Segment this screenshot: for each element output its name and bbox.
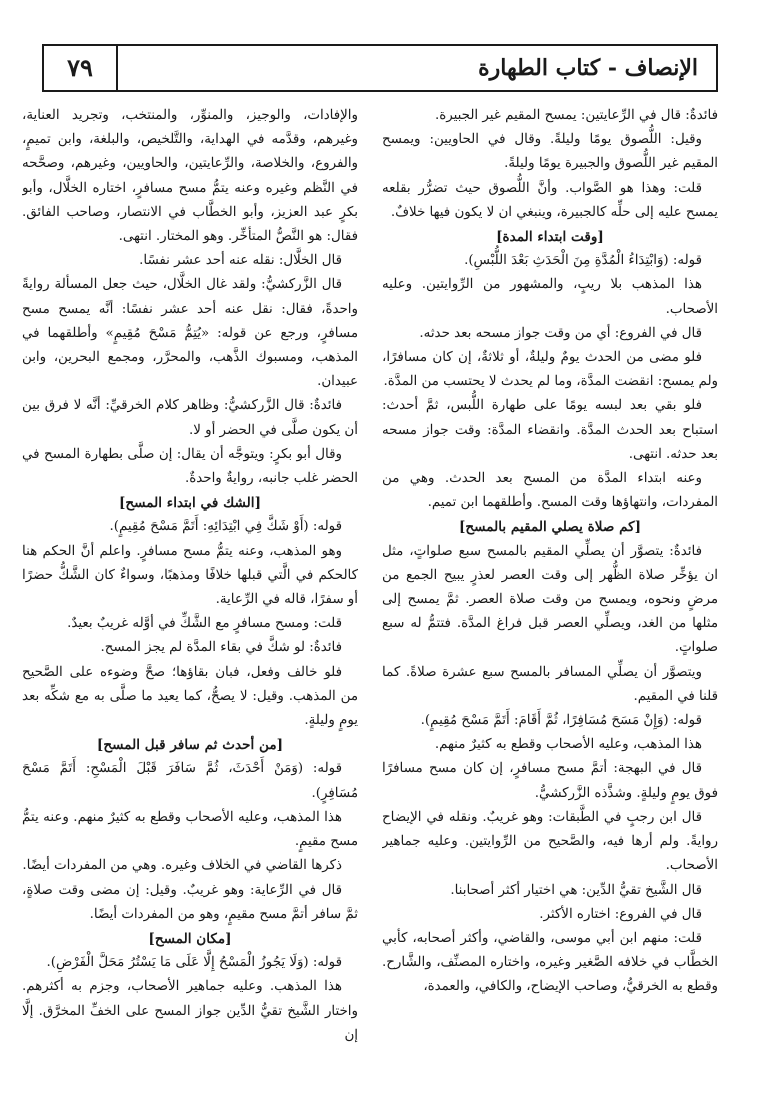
paragraph: فلو بقي بعد لبسه يومًا على طهارة اللُّبس، ثمَّ أحدث: استباح بعد الحدث المدَّة. وانقضاء المدَّة: وقت جواز مسحه بعد حدثه. انتهى.: [382, 398, 718, 462]
paragraph: فلو مضى من الحدث يومٌ وليلةٌ، أو ثلاثةٌ، إن كان مسافرًا، ولم يمسح: انقضت المدَّة، وما لم يحدث لا يحتسب من المدَّة.: [382, 350, 718, 390]
paragraph: ذكرها القاضي في الخلاف وغيره. وهي من المفردات أيضًا.: [22, 858, 342, 874]
paragraph: قال الشَّيخ تقيُّ الدِّين: هي اختيار أكثر أصحابنا.: [450, 882, 702, 898]
paragraph: وعنه ابتداء المدَّة من المسح بعد الحدث. وهي من المفردات، وانتهاؤها وقت المسح. وأطلقهما ابن تميم.: [382, 471, 718, 511]
paragraph: وقيل: اللُّصوق يومًا وليلةً. وقال في الحاويين: ويمسح المقيم غير اللُّصوق والجبيرة يومًا وليلةً.: [382, 132, 718, 172]
paragraph: هذا المذهب، وعليه الأصحاب وقطع به كثيرٌ منهم.: [434, 737, 702, 753]
paragraph: قال في البهجة: أتمَّ مسح مسافرٍ، إن كان مسح مسافرًا فوق يومٍ وليلةٍ. وشذَّذه الزَّركشيُّ.: [382, 761, 718, 801]
page-header: [42, 44, 718, 92]
page-number: ٧٩: [67, 53, 93, 82]
header-divider: [116, 46, 118, 90]
paragraph: وقال أبو بكرٍ: ويتوجَّه أن يقال: إن صلَّى بطهارة المسح في الحضر غلب جانبه، روايةٌ واحدةٌ.: [22, 446, 358, 487]
paragraph: فائدةٌ: يتصوَّر أن يصلِّي المقيم بالمسح سبع صلواتٍ، مثل ان يؤخِّر صلاة الظُّهر إلى وقت العصر لعذرٍ يبيح الجمع من مرضٍ ونحوه، ويمسح من وقت صلاة العصر. ثمَّ يمسح إلى مثلها من الغد، ويصلِّي العصر قبل فراغ المدَّة. فتتمُّ له سبع صلواتٍ.: [382, 543, 718, 656]
paragraph: قال في الرِّعاية: وهو غريبٌ. وقيل: إن مضى وقت صلاةٍ، ثمَّ سافر أتمَّ مسح مقيمٍ، وهو من المفردات أيضًا.: [22, 882, 358, 922]
paragraph: قال الزَّركشيُّ: ولقد غال الخلَّال، حيث جعل المسألة روايةً واحدةً، فقال: نقل عنه أحد عشر نفسًا: أنَّه يمسح مسح مسافرٍ، ورجع عن قوله: «يُتِمُّ مَسْحَ مُقِيمٍ» وأطلقهما في المذهب، ومسبوك الذَّهب، والمحرَّر، ومجمع البحرين، وابن عبيدان.: [22, 277, 358, 390]
paragraph: قوله: (وَابْتِدَاءُ الْمُدَّةِ مِنَ الْحَدَثِ بَعْدَ اللُّبْسِ).: [464, 253, 702, 269]
paragraph: قوله: (وَمَنْ أَحْدَثَ، ثُمَّ سَافَرَ قَبْلَ الْمَسْحِ: أَتَمَّ مَسْحَ مُسَافِرٍ).: [22, 761, 358, 801]
paragraph: قوله: (وَلَا يَجُوزُ الْمَسْحُ إِلَّا عَلَى مَا يَسْتُرُ مَحَلَّ الْفَرْضِ).: [46, 955, 342, 971]
paragraph: فائدةٌ: قال الزَّركشيُّ: وظاهر كلام الخرقيِّ: أنَّه لا فرق بين أن يكون صلَّى في الحضر أو لا.: [22, 398, 358, 438]
paragraph: قال ابن رجبٍ في الطَّبقات: وهو غريبٌ. ونقله في الإيضاح روايةً. ولم أرها فيه، والصَّحيح من الرِّوايتين. وعليه جماهير الأصحاب.: [382, 809, 718, 874]
section-heading: [وقت ابتداء المدة]: [496, 229, 604, 246]
paragraph: قلت: منهم ابن أبي موسى، والقاضي، وأكثر أصحابه، كأبي الخطَّاب في خلافه الصَّغير وغيره، واختاره المصنِّف، والشَّارح. وقطع به الخرقيُّ، وصاحب الإيضاح، والكافي، والعمدة،: [382, 930, 718, 995]
paragraph: فائدةٌ: قال في الرِّعايتين: يمسح المقيم غير الجبيرة.: [434, 108, 718, 123]
paragraph: هذا المذهب. وعليه جماهير الأصحاب، وجزم به أكثرهم. واختار الشَّيخ تقيُّ الدِّين جواز المسح على الخفِّ المخرَّق. إلَّا إن: [22, 979, 358, 1043]
right-text-column: [382, 104, 718, 1099]
section-heading: [من أحدث ثم سافر قبل المسح]: [96, 737, 284, 754]
paragraph: هذا المذهب بلا ريبٍ، والمشهور من الرِّوايتين. وعليه الأصحاب.: [382, 277, 718, 317]
left-text-column: [22, 104, 358, 1099]
running-title: الإنصاف - كتاب الطهارة: [478, 55, 698, 81]
section-heading: [مكان المسح]: [148, 930, 232, 947]
paragraph: قوله: (وَإِنْ مَسَحَ مُسَافِرًا، ثُمَّ أَقَامَ: أَتَمَّ مَسْحَ مُقِيمٍ).: [420, 713, 702, 729]
paragraph: قلت: ومسح مسافرٍ مع الشَّكِّ في أوَّله غريبٌ بعيدٌ.: [67, 616, 342, 632]
paragraph: قلت: وهذا هو الصَّواب. وأنَّ اللُّصوق حيث تضرُّر بقلعه يمسح عليه إلى حلِّه كالجبيرة، وينبغي ان لا يكون فيها خلافٌ.: [382, 180, 718, 220]
paragraph: قوله: (أَوْ شَكَّ فِي ابْتِدَائِهِ: أَتَمَّ مَسْحَ مُقِيمٍ).: [109, 519, 342, 535]
paragraph: وهو المذهب، وعنه يتمُّ مسح مسافرٍ. واعلم أنَّ الحكم هنا كالحكم في الَّتي قبلها خلافًا ومذهبًا، وسواءٌ كان الشَّكُّ حضرًا أو سفرًا، قاله في الرِّعاية.: [22, 543, 358, 608]
section-heading: [كم صلاة يصلي المقيم بالمسح]: [458, 519, 642, 536]
section-heading: [الشك في ابتداء المسح]: [118, 495, 262, 512]
paragraph: هذا المذهب، وعليه الأصحاب وقطع به كثيرٌ منهم. وعنه يتمُّ مسح مقيمٍ.: [22, 809, 358, 850]
paragraph: فائدةٌ: لو شكَّ في بقاء المدَّة لم يجز المسح.: [100, 640, 342, 656]
paragraph: ويتصوَّر أن يصلِّي المسافر بالمسح سبع عشرة صلاةً. كما قلنا في المقيم.: [382, 664, 718, 704]
paragraph: والإفادات، والوجيز، والمنوِّر، والمنتخب، وتجريد العناية، وغيرهم، وقدَّمه في الهداية، والتَّلخيص، والبلغة، وابن تميمٍ، والفروع، والخلاصة، والرِّعايتين، والحاويين، وغيرهم، وصحَّحه في النَّظم وغيره وعنه يتمُّ مسح مسافرٍ، اختاره الخلَّال، وأبو بكرٍ عبد العزيز، وأبو الخطَّاب في الانتصار، وصاحب الفائق. فقال: هو النَّصُّ المتأخِّر. وهو المختار. انتهى.: [22, 108, 358, 245]
paragraph: قال في الفروع: أي من وقت جواز مسحه بعد حدثه.: [419, 325, 702, 341]
paragraph: فلو خالف وفعل، فبان بقاؤها؛ صحَّ وضوءه على الصَّحيح من المذهب. وقيل: لا يصحُّ، كما يعيد ما صلَّى به مع شكِّه بعد يومٍ وليلةٍ.: [22, 664, 358, 729]
paragraph: قال الخلَّال: نقله عنه أحد عشر نفسًا.: [139, 253, 342, 269]
paragraph: قال في الفروع: اختاره الأكثر.: [539, 906, 702, 922]
